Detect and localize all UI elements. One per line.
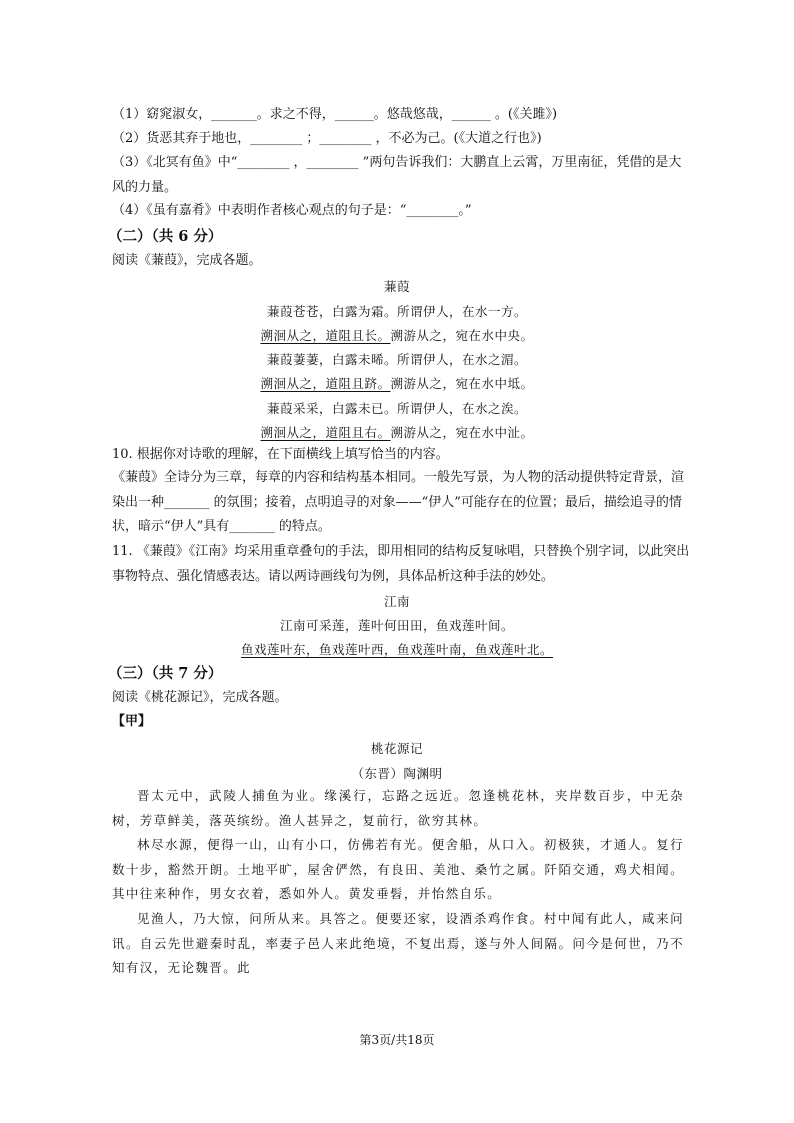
question-2: （2）货恶其弃于地也，________ ；________ ，不必为己。(《大道之行也》) [112, 131, 542, 146]
page-number: 第3页/共18页 [359, 1033, 435, 1047]
poem-title-jianjia: 蒹葭 [383, 279, 410, 294]
part3-heading: （三）（共 7 分） [108, 665, 223, 682]
poem-title-jiangnan: 江南 [383, 594, 410, 609]
poem-line-rest: 溯游从之，宛在水中沚。 [390, 425, 534, 440]
poem-line [112, 423, 682, 441]
underlined-line: 溯洄从之，道阻且跻。 [260, 376, 391, 391]
poem-line-rest: 溯游从之，宛在水中坻。 [390, 376, 534, 391]
poem-line: 江南可采莲，莲叶何田田，鱼戏莲叶间。 [279, 618, 514, 633]
question-4: （4）《虽有嘉肴》中表明作者核心观点的句子是：“________。” [112, 203, 472, 218]
poem-line [112, 640, 682, 658]
passage-author: （东晋）陶渊明 [351, 766, 443, 781]
passage-paragraph-2: 林尽水源，便得一山，山有小口，仿佛若有光。便舍船，从口入。初极狭，才通人。复行数十步，豁然开朗。土地平旷，屋舍俨然，有良田、美池、桑竹之属。阡陌交通，鸡犬相闻。其中往来种作，男女衣着，悉如外人。黄发垂髫，并怡然自乐。 [112, 837, 684, 902]
part3-intro: 阅读《桃花源记》，完成各题。 [112, 690, 288, 705]
poem-line [112, 374, 682, 392]
underlined-line: 鱼戏莲叶东，鱼戏莲叶西，鱼戏莲叶南，鱼戏莲叶北。 [240, 642, 553, 657]
question-10-body: 《蒹葭》全诗分为三章，每章的内容和结构基本相同。一般先写景，为人物的活动提供特定背景，渲染出一种_______ 的氛围；接着，点明追寻的对象——“伊人”可能存在的位置；最后，描绘追寻的情状，暗示“伊人”具有_______ 的特点。 [112, 470, 685, 534]
poem-line: 蒹葭苍苍，白露为霜。所谓伊人，在水一方。 [266, 304, 527, 319]
question-11: 11. 《蒹葭》《江南》均采用重章叠句的手法，即用相同的结构反复咏唱，只替换个别字词，以此突出事物特点、强化情感表达。请以两诗画线句为例，具体品析这种手法的妙处。 [112, 544, 690, 584]
question-1: （1）窈窕淑女，_______。求之不得，______。悠哉悠哉，______ 。(《关雎》) [112, 107, 558, 122]
poem-line: 蒹葭采采，白露未已。所谓伊人，在水之涘。 [266, 401, 527, 416]
part2-intro: 阅读《蒹葭》，完成各题。 [112, 253, 262, 268]
passage-paragraph-1: 晋太元中，武陵人捕鱼为业。缘溪行，忘路之远近。忽逢桃花林，夹岸数百步，中无杂树，芳草鲜美，落英缤纷。渔人甚异之，复前行，欲穷其林。 [112, 788, 684, 828]
underlined-line: 溯洄从之，道阻且右。 [260, 425, 391, 440]
poem-line-rest: 溯游从之，宛在水中央。 [390, 328, 534, 343]
part2-heading: （二）（共 6 分） [108, 228, 223, 245]
underlined-line: 溯洄从之，道阻且长。 [260, 328, 391, 343]
poem-line: 蒹葭萋萋，白露未晞。所谓伊人，在水之湄。 [266, 352, 527, 367]
passage-title: 桃花源记 [370, 741, 423, 756]
question-10-title: 10. 根据你对诗歌的理解，在下面横线上填写恰当的内容。 [112, 447, 449, 462]
passage-paragraph-3: 见渔人，乃大惊，问所从来。具答之。便要还家，设酒杀鸡作食。村中闻有此人，咸来问讯。自云先世避秦时乱，率妻子邑人来此绝境，不复出焉，遂与外人间隔。问今是何世，乃不知有汉，无论魏晋。此 [112, 911, 684, 976]
poem-line [112, 326, 682, 344]
question-3: （3）《北冥有鱼》中“________ ，________ ”两句告诉我们：大鹏直上云霄，万里南征，凭借的是大风的力量。 [112, 155, 682, 195]
passage-label: 【甲】 [112, 714, 152, 729]
